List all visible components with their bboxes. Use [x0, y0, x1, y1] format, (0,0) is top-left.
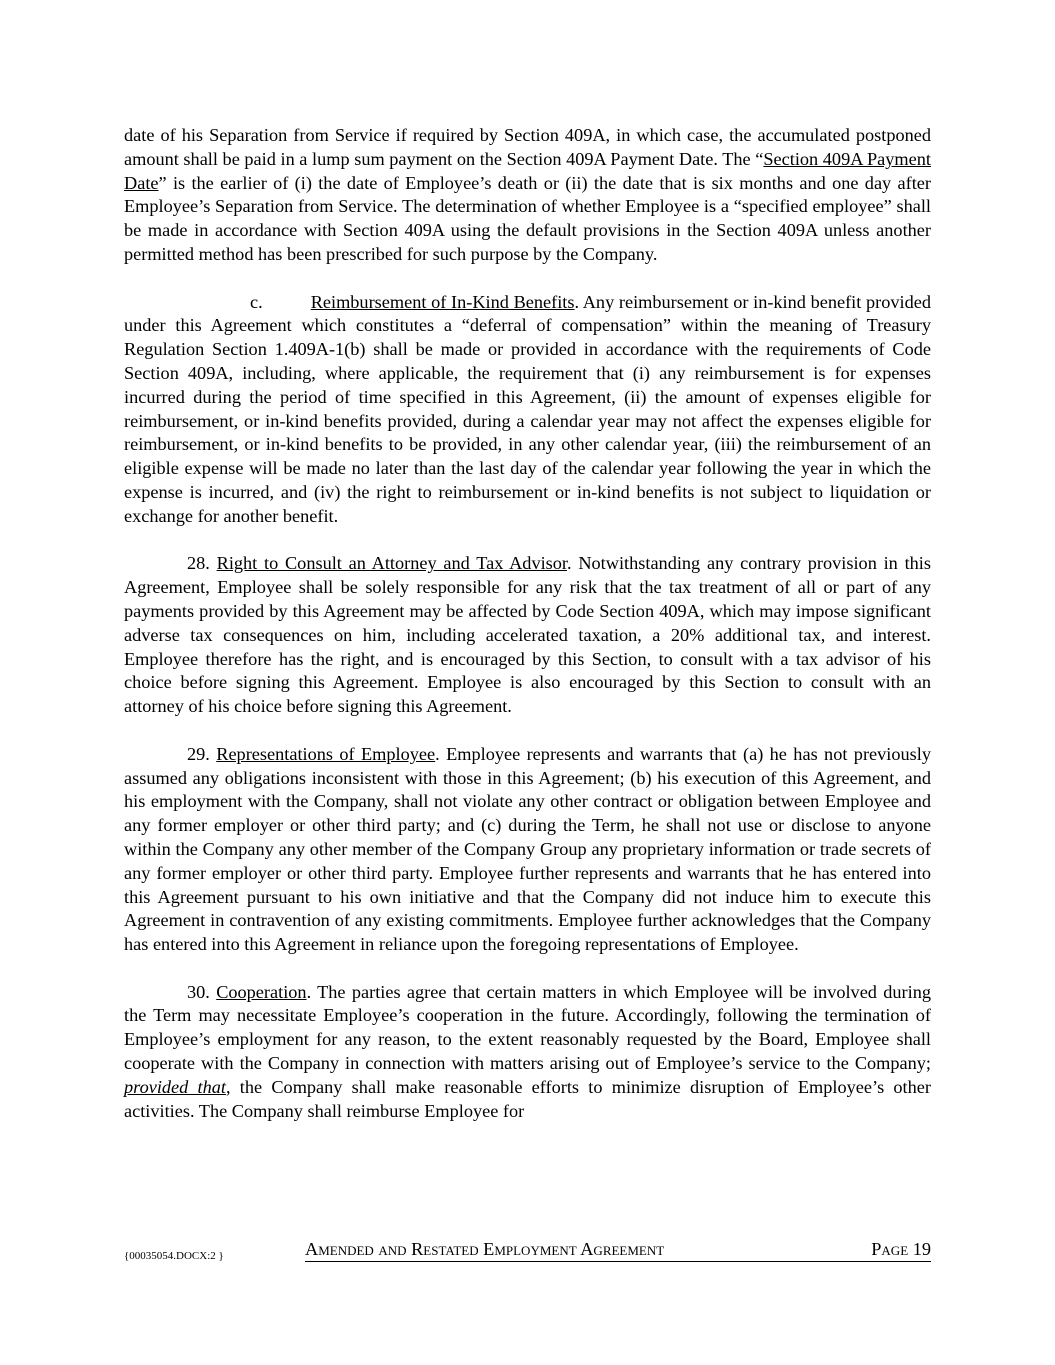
- section-heading: Representations of Employee: [216, 743, 436, 764]
- paragraph-text: , the Company shall make reasonable efforts to minimize disruption of Employee’s other activities. The Company shall reimburse Employee for: [124, 1076, 931, 1121]
- section-heading: Reimbursement of In-Kind Benefits: [310, 291, 575, 312]
- section-number: 29.: [187, 743, 210, 764]
- section-29: [124, 743, 931, 957]
- paragraph-text: . Employee represents and warrants that (a) he has not previously assumed any obligations inconsistent with those in this Agreement; (b) his execution of this Agreement, and his employment with the Company, shall not violate any other contract or obligation between Employee and any former employer or other third party; and (c) during the Term, he shall not use or disclose to anyone within the Company any other member of the Company Group any proprietary information or trade secrets of any former employer or other third party. Employee further represents and warrants that he has entered into this Agreement pursuant to his own initiative and that the Company did not induce him to execute this Agreement in contravention of any existing commitments. Employee further acknowledges that the Company has entered into this Agreement in reliance upon the foregoing representations of Employee.: [124, 743, 931, 955]
- paragraph-text: . The parties agree that certain matters in which Employee will be involved during the Term may necessitate Employee’s cooperation in the future. Accordingly, following the termination of Employee’s employment for any reason, to the extent reasonably requested by the Board, Employee shall cooperate with the Company in connection with matters arising out of Employee’s service to the Company;: [124, 981, 931, 1074]
- section-30: [124, 981, 931, 1124]
- paragraph-c-reimbursement: [124, 291, 931, 529]
- paragraph-text: date of his Separation from Service if required by Section 409A, in which case, the accumulated postponed amount shall be paid in a lump sum payment on the Section 409A Payment Date. The “: [124, 125, 931, 169]
- section-heading: Cooperation: [216, 981, 307, 1002]
- footer-doc-code: {00035054.DOCX:2 }: [124, 1250, 224, 1262]
- footer-page-number: Page 19: [871, 1239, 931, 1259]
- paragraph-text: . Notwithstanding any contrary provision in this Agreement, Employee shall be solely responsible for any risk that the tax treatment of all or part of any payments provided by this Agreement may be affected by Code Section 409A, which may impose significant adverse tax consequences on him, including accelerated taxation, a 20% additional tax, and interest. Employee therefore has the right, and is encouraged by this Section, to consult with a tax advisor of his choice before signing this Agreement. Employee is also encouraged by this Section to consult with an attorney of his choice before signing this Agreement.: [124, 553, 931, 717]
- section-28: [124, 552, 931, 719]
- paragraph-409a-payment-date: [124, 124, 931, 267]
- section-number: 30.: [187, 981, 210, 1002]
- footer-title: Amended and Restated Employment Agreement: [305, 1239, 665, 1259]
- document-body: [124, 124, 931, 1147]
- page-footer: [124, 1240, 931, 1264]
- section-number: 28.: [187, 553, 210, 574]
- section-heading: Right to Consult an Attorney and Tax Advisor: [216, 553, 567, 574]
- subsection-label: c.: [250, 291, 263, 312]
- defined-term: Section 409A Payment Date: [124, 148, 931, 193]
- paragraph-text: ” is the earlier of (i) the date of Employee’s death or (ii) the date that is six months and one day after Employee’s Separation from Service. The determination of whether Employee is a “specified employee” shall be made in accordance with Section 409A using the default provisions in the Section 409A unless another permitted method has been prescribed for such purpose by the Company.: [124, 172, 931, 264]
- italic-term: provided that: [124, 1076, 226, 1097]
- paragraph-text: . Any reimbursement or in-kind benefit provided under this Agreement which constitutes a “deferral of compensation” within the meaning of Treasury Regulation Section 1.409A-1(b) shall be made or provided in accordance with the requirements of Code Section 409A, including, where applicable, the requirement that (i) any reimbursement is for expenses incurred during the period of time specified in this Agreement, (ii) the amount of expenses eligible for reimbursement, or in-kind benefits provided, during a calendar year may not affect the expenses eligible for reimbursement, or in-kind benefits to be provided, in any other calendar year, (iii) the reimbursement of an eligible expense will be made no later than the last day of the calendar year following the year in which the expense is incurred, and (iv) the right to reimbursement or in-kind benefits is not subject to liquidation or exchange for another benefit.: [124, 291, 931, 526]
